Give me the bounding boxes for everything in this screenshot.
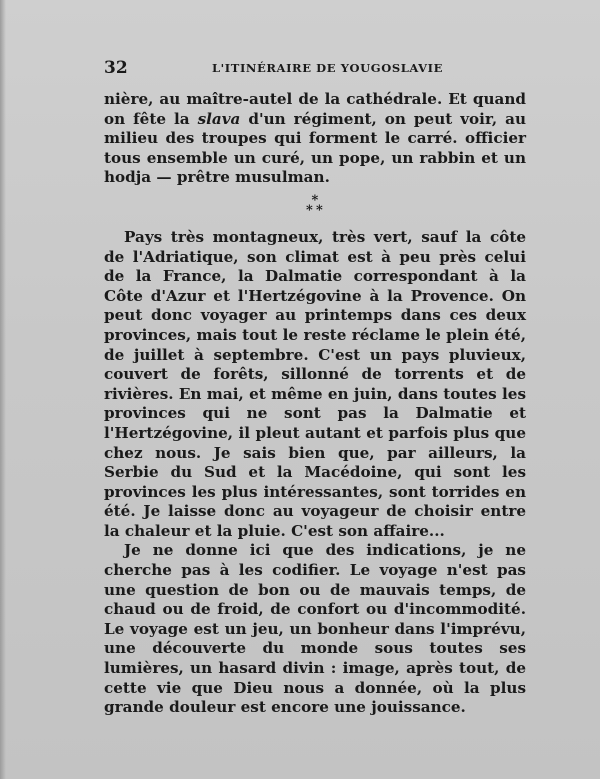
page-header: [104, 58, 522, 78]
paragraph-3: Je ne donne ici que des indications, je ne cherche pas à les codifier. Le voyage n'est pas une question de bon ou de mauvais temps, de chaud ou de froid, de confort ou d'incommodité. Le voyage est un jeu, un bonheur dans l'imprévu, une découverte du monde sous toutes ses lumières, un hasard divin : image, après tout, de cette vie que Dieu nous a donnée, où la plus grande douleur est encore une jouissance.: [104, 541, 526, 717]
italic-word-slava: slava: [197, 109, 241, 128]
svg-text:*: *: [306, 202, 313, 218]
body-text: [104, 90, 526, 718]
page-number: 32: [104, 58, 128, 78]
paragraph-1-text-b: d'un régiment, on peut voir, au milieu des troupes qui forment le carré. officier tous ensemble un curé, un pope, un rabbin et un hodja — prêtre musulman.: [104, 109, 526, 187]
svg-text:*: *: [316, 202, 323, 218]
section-separator: [104, 188, 526, 228]
paragraph-1: [104, 90, 526, 188]
paragraph-1-text-a: nière, au maître-autel de la cathédrale. Et quand on fête la: [104, 90, 526, 128]
svg-text:*: *: [311, 193, 319, 208]
paragraph-2: Pays très montagneux, très vert, sauf la côte de l'Adriatique, son climat est à peu près celui de la France, la Dalmatie correspondant à la Côte d'Azur et l'Hertzégovine à la Provence. On peut donc voyager au printemps dans ces deux provinces, mais tout le reste réclame le plein été, de juillet à septembre. C'est un pays pluvieux, couvert de forêts, sillonné de torrents et de rivières. En mai, et même en juin, dans toutes les provinces qui ne sont pas la Dalmatie et l'Hertzégovine, il pleut autant et parfois plus que chez nous. Je sais bien que, par ailleurs, la Serbie du Sud et la Macédoine, qui sont les provinces les plus intéressantes, sont torrides en été. Je laisse donc au voyageur de choisir entre la chaleur et la pluie. C'est son affaire...: [104, 227, 526, 540]
asterism-icon: [304, 194, 326, 218]
running-head: L'ITINÉRAIRE DE YOUGOSLAVIE: [212, 61, 443, 75]
